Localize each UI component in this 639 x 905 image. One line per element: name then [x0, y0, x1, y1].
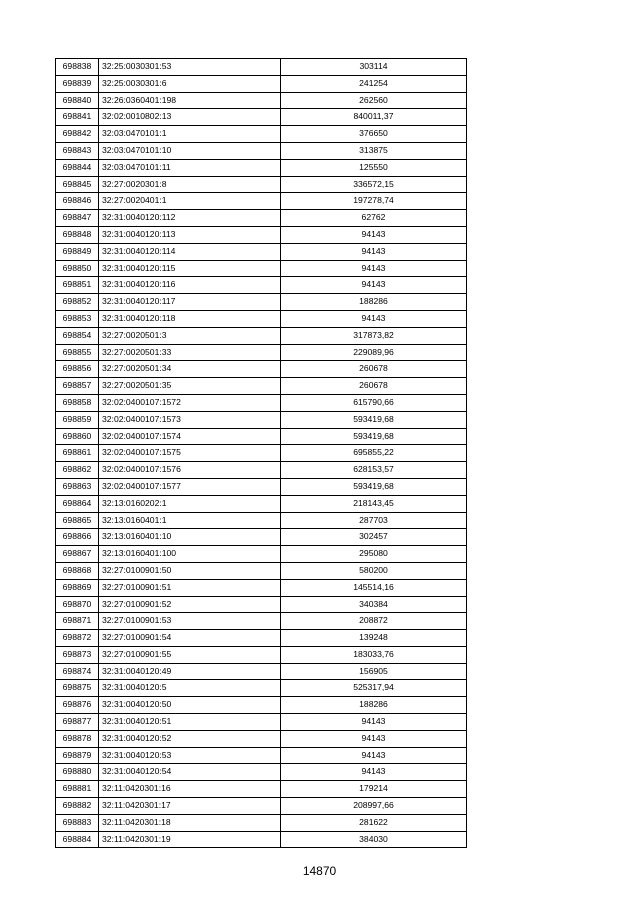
cadastral-number-cell: 32:03:0470101:10	[99, 142, 281, 159]
table-row	[56, 394, 467, 411]
value-cell: 94143	[281, 243, 467, 260]
row-id-cell: 698875	[56, 680, 99, 697]
cadastral-number-cell: 32:27:0100901:53	[99, 613, 281, 630]
value-cell: 295080	[281, 546, 467, 563]
cadastral-number-cell: 32:27:0020401:1	[99, 193, 281, 210]
value-cell: 94143	[281, 277, 467, 294]
value-cell: 145514,16	[281, 579, 467, 596]
row-id-cell: 698879	[56, 747, 99, 764]
table-row	[56, 613, 467, 630]
cadastral-number-cell: 32:13:0160401:10	[99, 529, 281, 546]
table-row	[56, 663, 467, 680]
row-id-cell: 698864	[56, 495, 99, 512]
cadastral-number-cell: 32:31:0040120:117	[99, 294, 281, 311]
row-id-cell: 698878	[56, 730, 99, 747]
cadastral-number-cell: 32:25:0030301:53	[99, 59, 281, 76]
value-cell: 94143	[281, 310, 467, 327]
row-id-cell: 698863	[56, 478, 99, 495]
row-id-cell: 698846	[56, 193, 99, 210]
cadastral-number-cell: 32:02:0010802:13	[99, 109, 281, 126]
cadastral-number-cell: 32:31:0040120:115	[99, 260, 281, 277]
cadastral-number-cell: 32:11:0420301:19	[99, 831, 281, 848]
cadastral-number-cell: 32:31:0040120:114	[99, 243, 281, 260]
table-row	[56, 579, 467, 596]
value-cell: 139248	[281, 630, 467, 647]
row-id-cell: 698871	[56, 613, 99, 630]
row-id-cell: 698857	[56, 378, 99, 395]
value-cell: 260678	[281, 378, 467, 395]
cadastral-number-cell: 32:26:0360401:198	[99, 92, 281, 109]
value-cell: 179214	[281, 781, 467, 798]
cadastral-number-cell: 32:31:0040120:49	[99, 663, 281, 680]
table-row	[56, 344, 467, 361]
row-id-cell: 698865	[56, 512, 99, 529]
table-row	[56, 562, 467, 579]
value-cell: 94143	[281, 226, 467, 243]
cadastral-number-cell: 32:13:0160202:1	[99, 495, 281, 512]
row-id-cell: 698882	[56, 798, 99, 815]
row-id-cell: 698884	[56, 831, 99, 848]
value-cell: 593419,68	[281, 478, 467, 495]
row-id-cell: 698873	[56, 646, 99, 663]
table-row	[56, 596, 467, 613]
row-id-cell: 698847	[56, 210, 99, 227]
row-id-cell: 698838	[56, 59, 99, 76]
cadastral-number-cell: 32:11:0420301:18	[99, 814, 281, 831]
page-number: 14870	[302, 864, 337, 878]
cadastral-number-cell: 32:02:0400107:1575	[99, 445, 281, 462]
cadastral-number-cell: 32:31:0040120:112	[99, 210, 281, 227]
table-row	[56, 646, 467, 663]
value-cell: 208872	[281, 613, 467, 630]
cadastral-number-cell: 32:11:0420301:16	[99, 781, 281, 798]
value-cell: 384030	[281, 831, 467, 848]
value-cell: 94143	[281, 730, 467, 747]
value-cell: 628153,57	[281, 462, 467, 479]
row-id-cell: 698860	[56, 428, 99, 445]
row-id-cell: 698842	[56, 126, 99, 143]
row-id-cell: 698844	[56, 159, 99, 176]
table-row	[56, 193, 467, 210]
table-row	[56, 277, 467, 294]
cadastral-number-cell: 32:31:0040120:113	[99, 226, 281, 243]
row-id-cell: 698858	[56, 394, 99, 411]
row-id-cell: 698874	[56, 663, 99, 680]
table-row	[56, 378, 467, 395]
table-row	[56, 478, 467, 495]
value-cell: 94143	[281, 764, 467, 781]
table-row	[56, 714, 467, 731]
table-row	[56, 781, 467, 798]
value-cell: 336572,15	[281, 176, 467, 193]
value-cell: 317873,82	[281, 327, 467, 344]
value-cell: 281622	[281, 814, 467, 831]
cadastral-number-cell: 32:31:0040120:116	[99, 277, 281, 294]
value-cell: 695855,22	[281, 445, 467, 462]
table-row	[56, 294, 467, 311]
table-row	[56, 831, 467, 848]
value-cell: 376650	[281, 126, 467, 143]
value-cell: 302457	[281, 529, 467, 546]
row-id-cell: 698877	[56, 714, 99, 731]
cadastral-number-cell: 32:02:0400107:1573	[99, 411, 281, 428]
table-row	[56, 630, 467, 647]
cadastral-number-cell: 32:27:0100901:51	[99, 579, 281, 596]
table-row	[56, 159, 467, 176]
row-id-cell: 698859	[56, 411, 99, 428]
row-id-cell: 698852	[56, 294, 99, 311]
value-cell: 183033,76	[281, 646, 467, 663]
value-cell: 615790,66	[281, 394, 467, 411]
value-cell: 593419,68	[281, 411, 467, 428]
value-cell: 303114	[281, 59, 467, 76]
cadastral-number-cell: 32:31:0040120:54	[99, 764, 281, 781]
table-row	[56, 764, 467, 781]
table-body	[56, 59, 467, 848]
cadastral-number-cell: 32:31:0040120:50	[99, 697, 281, 714]
cadastral-number-cell: 32:27:0100901:55	[99, 646, 281, 663]
row-id-cell: 698854	[56, 327, 99, 344]
row-id-cell: 698866	[56, 529, 99, 546]
value-cell: 262560	[281, 92, 467, 109]
cadastral-number-cell: 32:27:0020501:33	[99, 344, 281, 361]
row-id-cell: 698845	[56, 176, 99, 193]
cadastral-number-cell: 32:27:0100901:52	[99, 596, 281, 613]
cadastral-number-cell: 32:31:0040120:52	[99, 730, 281, 747]
table-row	[56, 75, 467, 92]
row-id-cell: 698855	[56, 344, 99, 361]
table-row	[56, 92, 467, 109]
cadastral-number-cell: 32:03:0470101:1	[99, 126, 281, 143]
value-cell: 94143	[281, 714, 467, 731]
table-row	[56, 226, 467, 243]
value-cell: 593419,68	[281, 428, 467, 445]
row-id-cell: 698870	[56, 596, 99, 613]
row-id-cell: 698883	[56, 814, 99, 831]
table-row	[56, 680, 467, 697]
table-row	[56, 260, 467, 277]
cadastral-number-cell: 32:02:0400107:1574	[99, 428, 281, 445]
row-id-cell: 698841	[56, 109, 99, 126]
cadastral-value-table	[55, 58, 467, 848]
value-cell: 313875	[281, 142, 467, 159]
row-id-cell: 698839	[56, 75, 99, 92]
table-row	[56, 243, 467, 260]
row-id-cell: 698872	[56, 630, 99, 647]
cadastral-number-cell: 32:11:0420301:17	[99, 798, 281, 815]
cadastral-number-cell: 32:27:0020301:8	[99, 176, 281, 193]
row-id-cell: 698856	[56, 361, 99, 378]
row-id-cell: 698840	[56, 92, 99, 109]
row-id-cell: 698861	[56, 445, 99, 462]
cadastral-number-cell: 32:03:0470101:11	[99, 159, 281, 176]
row-id-cell: 698869	[56, 579, 99, 596]
table-row	[56, 747, 467, 764]
table-row	[56, 109, 467, 126]
table-row	[56, 495, 467, 512]
table-row	[56, 798, 467, 815]
table-row	[56, 462, 467, 479]
cadastral-number-cell: 32:13:0160401:100	[99, 546, 281, 563]
cadastral-number-cell: 32:31:0040120:118	[99, 310, 281, 327]
table-row	[56, 210, 467, 227]
table-row	[56, 142, 467, 159]
value-cell: 229089,96	[281, 344, 467, 361]
value-cell: 287703	[281, 512, 467, 529]
value-cell: 94143	[281, 747, 467, 764]
row-id-cell: 698848	[56, 226, 99, 243]
table-row	[56, 176, 467, 193]
value-cell: 94143	[281, 260, 467, 277]
table-row	[56, 361, 467, 378]
table-row	[56, 730, 467, 747]
table-row	[56, 445, 467, 462]
cadastral-number-cell: 32:02:0400107:1572	[99, 394, 281, 411]
value-cell: 125550	[281, 159, 467, 176]
cadastral-number-cell: 32:31:0040120:53	[99, 747, 281, 764]
cadastral-number-cell: 32:27:0020501:34	[99, 361, 281, 378]
table-row	[56, 59, 467, 76]
value-cell: 208997,66	[281, 798, 467, 815]
value-cell: 156905	[281, 663, 467, 680]
value-cell: 62762	[281, 210, 467, 227]
row-id-cell: 698853	[56, 310, 99, 327]
row-id-cell: 698868	[56, 562, 99, 579]
row-id-cell: 698867	[56, 546, 99, 563]
value-cell: 218143,45	[281, 495, 467, 512]
value-cell: 260678	[281, 361, 467, 378]
cadastral-number-cell: 32:25:0030301:6	[99, 75, 281, 92]
cadastral-number-cell: 32:31:0040120:5	[99, 680, 281, 697]
row-id-cell: 698862	[56, 462, 99, 479]
value-cell: 188286	[281, 294, 467, 311]
value-cell: 340384	[281, 596, 467, 613]
row-id-cell: 698851	[56, 277, 99, 294]
table-row	[56, 428, 467, 445]
cadastral-number-cell: 32:27:0020501:3	[99, 327, 281, 344]
row-id-cell: 698843	[56, 142, 99, 159]
table-row	[56, 814, 467, 831]
value-cell: 525317,94	[281, 680, 467, 697]
value-cell: 840011,37	[281, 109, 467, 126]
table-row	[56, 512, 467, 529]
row-id-cell: 698876	[56, 697, 99, 714]
value-cell: 197278,74	[281, 193, 467, 210]
table-row	[56, 327, 467, 344]
table-row	[56, 546, 467, 563]
table-row	[56, 126, 467, 143]
cadastral-number-cell: 32:31:0040120:51	[99, 714, 281, 731]
cadastral-number-cell: 32:27:0100901:54	[99, 630, 281, 647]
table-row	[56, 697, 467, 714]
cadastral-number-cell: 32:27:0100901:50	[99, 562, 281, 579]
value-cell: 241254	[281, 75, 467, 92]
row-id-cell: 698880	[56, 764, 99, 781]
cadastral-number-cell: 32:13:0160401:1	[99, 512, 281, 529]
table-row	[56, 411, 467, 428]
row-id-cell: 698881	[56, 781, 99, 798]
row-id-cell: 698849	[56, 243, 99, 260]
row-id-cell: 698850	[56, 260, 99, 277]
cadastral-number-cell: 32:02:0400107:1576	[99, 462, 281, 479]
table-row	[56, 529, 467, 546]
cadastral-number-cell: 32:27:0020501:35	[99, 378, 281, 395]
value-cell: 188286	[281, 697, 467, 714]
table-row	[56, 310, 467, 327]
value-cell: 580200	[281, 562, 467, 579]
cadastral-number-cell: 32:02:0400107:1577	[99, 478, 281, 495]
